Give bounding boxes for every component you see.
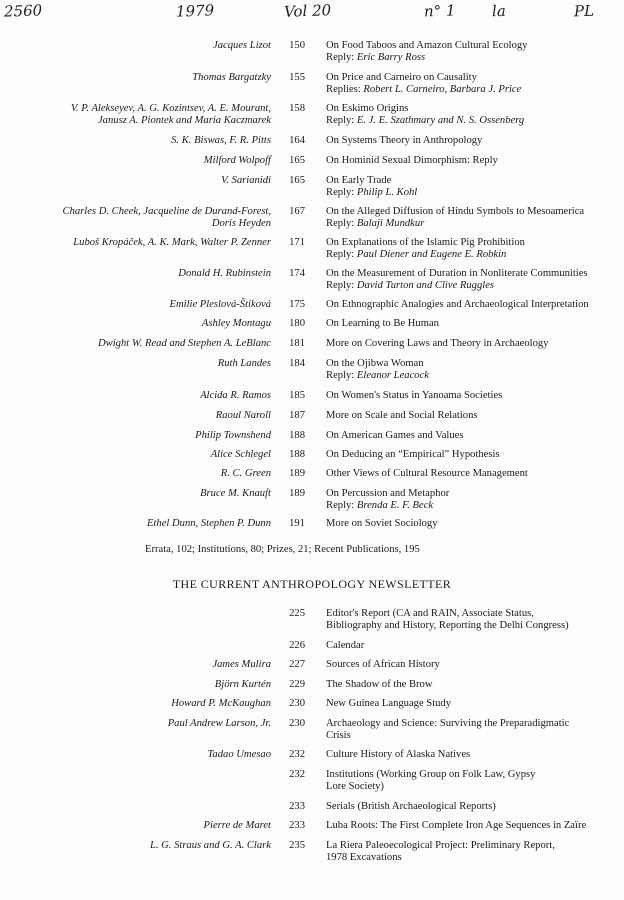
entry-title-block: [326, 769, 622, 793]
author-line: V. P. Alekseyev, A. G. Kozintsev, A. E. Mourant,: [70, 103, 271, 114]
reply-names: David Turton and Clive Ruggles: [356, 280, 495, 291]
entry-authors: [0, 718, 271, 730]
entry-page: 235: [289, 840, 305, 851]
entry-authors: [0, 175, 271, 187]
author-line: Ethel Dunn, Stephen P. Dunn: [147, 518, 271, 529]
entry-title-line: Archaeology and Science: Surviving the Preparadigmatic: [326, 718, 570, 729]
entry-authors: [0, 338, 271, 350]
entry-page: 230: [289, 718, 305, 729]
entry-title-line: Culture History of Alaska Natives: [326, 749, 471, 760]
entry-title-block: [326, 679, 622, 691]
entry-authors: [0, 318, 271, 330]
author-line: Emilie Pleslová-Štiková: [169, 299, 271, 310]
entry-authors: [0, 468, 271, 480]
entry-authors: [0, 840, 271, 852]
entry-title-block: [326, 175, 622, 199]
entry-title-block: [326, 518, 622, 530]
entry-authors: [0, 155, 271, 167]
entry-title-block: [326, 698, 622, 710]
handwritten-number: n° 1: [423, 1, 456, 21]
entry-title-block: [326, 430, 622, 442]
entry-title: On Explanations of the Islamic Pig Prohibition: [326, 237, 525, 248]
entry-title-block: [326, 488, 622, 512]
entry-authors: [0, 237, 271, 249]
author-line: Milford Wolpoff: [203, 155, 271, 166]
entry-title-block: [326, 749, 622, 761]
entry-title-line: Luba Roots: The First Complete Iron Age Sequences in Zaïre: [326, 820, 587, 831]
author-line: Jacques Lizot: [213, 40, 271, 51]
entry-title: On the Measurement of Duration in Nonliterate Communities: [326, 268, 588, 279]
entry-title: On Early Trade: [326, 175, 392, 186]
entry-page: 167: [289, 206, 305, 217]
reply-names: Eric Barry Ross: [356, 52, 426, 63]
reply-label: Reply:: [326, 52, 355, 63]
reply-label: Reply:: [326, 218, 355, 229]
entry-title: On Price and Carneiro on Causality: [326, 72, 477, 83]
entry-title: More on Scale and Social Relations: [326, 410, 478, 421]
author-line: Bruce M. Knauft: [200, 488, 271, 499]
misc-index-line: Errata, 102; Institutions, 80; Prizes, 21; Recent Publications, 195: [145, 544, 420, 555]
entry-title-block: [326, 318, 622, 330]
entry-title: On Percussion and Metaphor: [326, 488, 450, 499]
entry-authors: [0, 358, 271, 370]
entry-title-line: New Guinea Language Study: [326, 698, 452, 709]
author-line: James Mulira: [212, 659, 271, 670]
entry-page: 150: [289, 40, 305, 51]
entry-page: 187: [289, 410, 305, 421]
entry-title-block: [326, 410, 622, 422]
author-line: Luboš Kropáček, A. K. Mark, Walter P. Zenner: [73, 237, 271, 248]
entry-title: On Deducing an “Empirical” Hypothesis: [326, 449, 500, 460]
entry-title-block: [326, 820, 622, 832]
reply-label: Replies:: [326, 84, 361, 95]
entry-title-block: [326, 640, 622, 652]
entry-title-line: Serials (British Archaeological Reports): [326, 801, 496, 812]
entry-page: 229: [289, 679, 305, 690]
author-line: Thomas Bargatzky: [192, 72, 271, 83]
entry-page: 175: [289, 299, 305, 310]
entry-title: On Women's Status in Yanoama Societies: [326, 390, 503, 401]
entry-title-line: Sources of African History: [326, 659, 440, 670]
entry-title: On American Games and Values: [326, 430, 464, 441]
entry-reply: [326, 370, 622, 382]
entry-title-line: Editor's Report (CA and RAIN, Associate Status,: [326, 608, 534, 619]
author-line: V. Sarianidi: [221, 175, 271, 186]
entry-title-block: [326, 358, 622, 382]
entry-title-block: [326, 206, 622, 230]
entry-authors: [0, 659, 271, 671]
entry-authors: [0, 390, 271, 402]
entry-title-block: [326, 299, 622, 311]
reply-names: Brenda E. F. Beck: [356, 500, 434, 511]
entry-page: 232: [289, 749, 305, 760]
entry-page: 185: [289, 390, 305, 401]
entry-title-block: [326, 135, 622, 147]
entry-title-block: [326, 72, 622, 96]
entry-authors: [0, 268, 271, 280]
entry-authors: [0, 679, 271, 691]
entry-title-line: Calendar: [326, 640, 365, 651]
handwritten-volume: Vol 20: [283, 1, 332, 21]
author-line: Janusz A. Piontek and Maria Kaczmarek: [97, 115, 271, 126]
author-line: Charles D. Cheek, Jacqueline de Durand-Forest,: [62, 206, 271, 217]
reply-label: Reply:: [326, 280, 355, 291]
entry-page: 189: [289, 468, 305, 479]
newsletter-heading: THE CURRENT ANTHROPOLOGY NEWSLETTER: [172, 577, 452, 591]
entry-page: 158: [289, 103, 305, 114]
entry-title-block: [326, 155, 622, 167]
entry-title-block: [326, 237, 622, 261]
author-line: Ruth Landes: [217, 358, 271, 369]
entry-page: 227: [289, 659, 305, 670]
entry-authors: [0, 40, 271, 52]
author-line: R. C. Green: [220, 468, 271, 479]
entry-title-block: [326, 801, 622, 813]
reply-names: Paul Diener and Eugene E. Robkin: [356, 249, 507, 260]
entry-title: More on Covering Laws and Theory in Archaeology: [326, 338, 549, 349]
entry-page: 165: [289, 155, 305, 166]
entry-title-block: [326, 718, 622, 742]
entry-page: 191: [289, 518, 305, 529]
entry-reply: [326, 500, 622, 512]
entry-title-line: La Riera Paleoecological Project: Preliminary Report,: [326, 840, 555, 851]
entry-reply: [326, 280, 622, 292]
entry-title-block: [326, 449, 622, 461]
author-line: Dwight W. Read and Stephen A. LeBlanc: [97, 338, 271, 349]
entry-page: 233: [289, 801, 305, 812]
handwritten-year: 1979: [175, 1, 215, 21]
entry-title-line: Institutions (Working Group on Folk Law, Gypsy: [326, 769, 536, 780]
entry-page: 155: [289, 72, 305, 83]
author-line: Paul Andrew Larson, Jr.: [167, 718, 271, 729]
reply-names: Robert L. Carneiro, Barbara J. Price: [363, 84, 522, 95]
reply-names: Balaji Mundkur: [356, 218, 425, 229]
author-line: Philip Townshend: [195, 430, 271, 441]
entry-reply: [326, 52, 622, 64]
entry-page: 171: [289, 237, 305, 248]
entry-page: 184: [289, 358, 305, 369]
entry-authors: [0, 698, 271, 710]
entry-title-block: [326, 268, 622, 292]
reply-names: E. J. E. Szathmary and N. S. Ossenberg: [356, 115, 525, 126]
entry-authors: [0, 518, 271, 530]
entry-title: On the Alleged Diffusion of Hindu Symbols to Mesoamerica: [326, 206, 585, 217]
handwritten-note: 2560: [3, 1, 43, 21]
entry-page: 174: [289, 268, 305, 279]
reply-names: Philip L. Kohl: [356, 187, 418, 198]
author-line: Howard P. McKaughan: [171, 698, 271, 709]
entry-authors: [0, 135, 271, 147]
handwritten-note: PL: [573, 1, 595, 21]
entry-title: On Eskimo Origins: [326, 103, 409, 114]
entry-title-line: Bibliography and History, Reporting the Delhi Congress): [326, 620, 569, 631]
entry-authors: [0, 410, 271, 422]
author-line: L. G. Straus and G. A. Clark: [149, 840, 271, 851]
entry-authors: [0, 488, 271, 500]
entry-reply: [326, 187, 622, 199]
entry-page: 165: [289, 175, 305, 186]
entry-page: 232: [289, 769, 305, 780]
entry-title-line: 1978 Excavations: [326, 852, 402, 863]
entry-authors: [0, 206, 271, 230]
reply-label: Reply:: [326, 249, 355, 260]
entry-page: 189: [289, 488, 305, 499]
entry-title-block: [326, 468, 622, 480]
entry-reply: [326, 115, 622, 127]
entry-title: On the Ojibwa Woman: [326, 358, 424, 369]
author-line: Alice Schlegel: [210, 449, 271, 460]
author-line: Doris Heyden: [211, 218, 271, 229]
entry-page: 188: [289, 449, 305, 460]
entry-page: 180: [289, 318, 305, 329]
entry-authors: [0, 430, 271, 442]
entry-page: 233: [289, 820, 305, 831]
author-line: Tadao Umesao: [207, 749, 271, 760]
entry-page: 181: [289, 338, 305, 349]
entry-page: 225: [289, 608, 305, 619]
entry-authors: [0, 72, 271, 84]
author-line: S. K. Biswas, F. R. Pitts: [171, 135, 271, 146]
author-line: Donald H. Rubinstein: [178, 268, 271, 279]
entry-reply: [326, 84, 622, 96]
entry-title-block: [326, 840, 622, 864]
entry-title: On Food Taboos and Amazon Cultural Ecology: [326, 40, 528, 51]
reply-names: Eleanor Leacock: [356, 370, 429, 381]
entry-reply: [326, 249, 622, 261]
entry-authors: [0, 103, 271, 127]
entry-title: On Ethnographic Analogies and Archaeological Interpretation: [326, 299, 589, 310]
entry-title: On Systems Theory in Anthropology: [326, 135, 483, 146]
entry-title: Other Views of Cultural Resource Management: [326, 468, 528, 479]
entry-authors: [0, 820, 271, 832]
reply-label: Reply:: [326, 500, 355, 511]
entry-title-block: [326, 40, 622, 64]
entry-authors: [0, 449, 271, 461]
entry-title-line: Crisis: [326, 730, 351, 741]
entry-title-line: Lore Society): [326, 781, 384, 792]
entry-authors: [0, 749, 271, 761]
entry-page: 164: [289, 135, 305, 146]
entry-title: On Hominid Sexual Dimorphism: Reply: [326, 155, 498, 166]
entry-page: 230: [289, 698, 305, 709]
entry-title-block: [326, 659, 622, 671]
entry-authors: [0, 299, 271, 311]
entry-title-line: The Shadow of the Brow: [326, 679, 433, 690]
author-line: Björn Kurtén: [214, 679, 271, 690]
author-line: Ashley Montagu: [201, 318, 271, 329]
reply-label: Reply:: [326, 370, 355, 381]
entry-page: 226: [289, 640, 305, 651]
handwritten-note: la: [491, 1, 507, 21]
entry-title-block: [326, 608, 622, 632]
author-line: Raoul Naroll: [215, 410, 271, 421]
author-line: Pierre de Maret: [203, 820, 271, 831]
reply-label: Reply:: [326, 115, 355, 126]
author-line: Alcida R. Ramos: [200, 390, 271, 401]
entry-title-block: [326, 103, 622, 127]
reply-label: Reply:: [326, 187, 355, 198]
entry-title: More on Soviet Sociology: [326, 518, 438, 529]
entry-title-block: [326, 338, 622, 350]
entry-reply: [326, 218, 622, 230]
entry-page: 188: [289, 430, 305, 441]
entry-title: On Learning to Be Human: [326, 318, 439, 329]
entry-title-block: [326, 390, 622, 402]
